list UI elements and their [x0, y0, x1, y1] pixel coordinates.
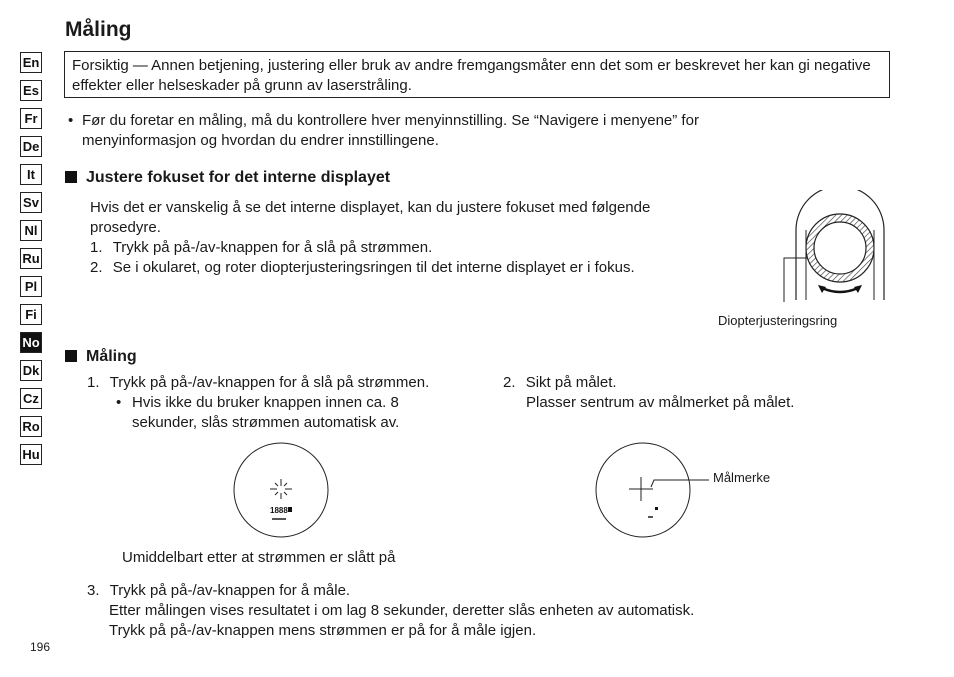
note-text: Før du foretar en måling, må du kontrollere hver menyinnstilling. Se “Navigere i menyene” for menyinformasjon og hvordan du endrer innstillingene. [82, 112, 699, 149]
viewfinder-target [594, 441, 784, 539]
caution-text: Forsiktig — Annen betjening, justering eller bruk av andre fremgangsmåter enn det som er beskrevet her kan gi negative effekter eller helseskader på grunn av laserstråling. [72, 57, 871, 94]
measure-step-2-detail: Plasser sentrum av målmerket på målet. [526, 394, 795, 411]
focus-intro: Hvis det er vanskelig å se det interne displayet, kan du justere fokuset med følgende prosedyre. [90, 199, 651, 236]
language-tab-ru[interactable]: Ru [20, 248, 42, 269]
page-title: Måling [65, 18, 132, 41]
measure-step-3-repeat: Trykk på på-/av-knappen mens strømmen er på for å måle igjen. [109, 622, 537, 639]
note-text: Hvis ikke du bruker knappen innen ca. 8 sekunder, slås strømmen automatisk av. [132, 394, 400, 431]
language-tab-fi[interactable]: Fi [20, 304, 42, 325]
step-text: Se i okularet, og roter diopterjusteringsringen til det interne displayet er i fokus. [112, 259, 635, 276]
display-readout: 1888 [270, 506, 288, 515]
language-tab-no[interactable]: No [20, 332, 42, 353]
bullet: • [116, 394, 122, 411]
step-number: 2. [503, 374, 516, 391]
language-tab-cz[interactable]: Cz [20, 388, 42, 409]
language-tab-dk[interactable]: Dk [20, 360, 42, 381]
language-tab-nl[interactable]: Nl [20, 220, 42, 241]
section-square-marker [65, 171, 77, 183]
diopter-ring-label: Diopterjusteringsring [718, 313, 838, 328]
focus-step-2 [90, 258, 635, 278]
measure-step-3-detail: Etter målingen vises resultatet i om lag 8 sekunder, deretter slås enheten av automatisk. [109, 602, 695, 619]
measure-step-3 [87, 581, 350, 601]
language-tab-sv[interactable]: Sv [20, 192, 42, 213]
step-text: Trykk på på-/av-knappen for å slå på strømmen. [109, 374, 430, 391]
step-number: 2. [90, 259, 103, 276]
language-tab-en[interactable]: En [20, 52, 42, 73]
step-number: 1. [90, 239, 103, 256]
target-mark-label: Målmerke [713, 470, 771, 485]
diopter-ring-illustration [770, 190, 890, 302]
language-tab-es[interactable]: Es [20, 80, 42, 101]
caution-box [64, 51, 890, 98]
section-heading-focus: Justere fokuset for det interne displayet [65, 169, 390, 187]
step-text: Trykk på på-/av-knappen for å slå på strømmen. [112, 239, 433, 256]
language-tab-de[interactable]: De [20, 136, 42, 157]
measure-step-2 [503, 373, 617, 393]
focus-step-1 [90, 238, 432, 258]
viewfinder-power-on [232, 441, 330, 539]
bullet: • [68, 112, 74, 129]
step-text: Sikt på målet. [525, 374, 617, 391]
section-heading-measuring: Måling [65, 348, 137, 366]
language-tab-hu[interactable]: Hu [20, 444, 42, 465]
language-tab-pl[interactable]: Pl [20, 276, 42, 297]
measure-step-1 [87, 373, 429, 393]
viewfinder-power-on-caption: Umiddelbart etter at strømmen er slått på [122, 549, 396, 566]
measure-step-1-note [116, 393, 446, 433]
page-number: 196 [30, 640, 51, 654]
language-tab-ro[interactable]: Ro [20, 416, 42, 437]
language-tab-it[interactable]: It [20, 164, 42, 185]
section-square-marker [65, 350, 77, 362]
step-number: 3. [87, 582, 100, 599]
menu-settings-note [68, 111, 808, 151]
step-number: 1. [87, 374, 100, 391]
language-tabs [20, 52, 44, 472]
language-tab-fr[interactable]: Fr [20, 108, 42, 129]
step-text: Trykk på på-/av-knappen for å måle. [109, 582, 351, 599]
